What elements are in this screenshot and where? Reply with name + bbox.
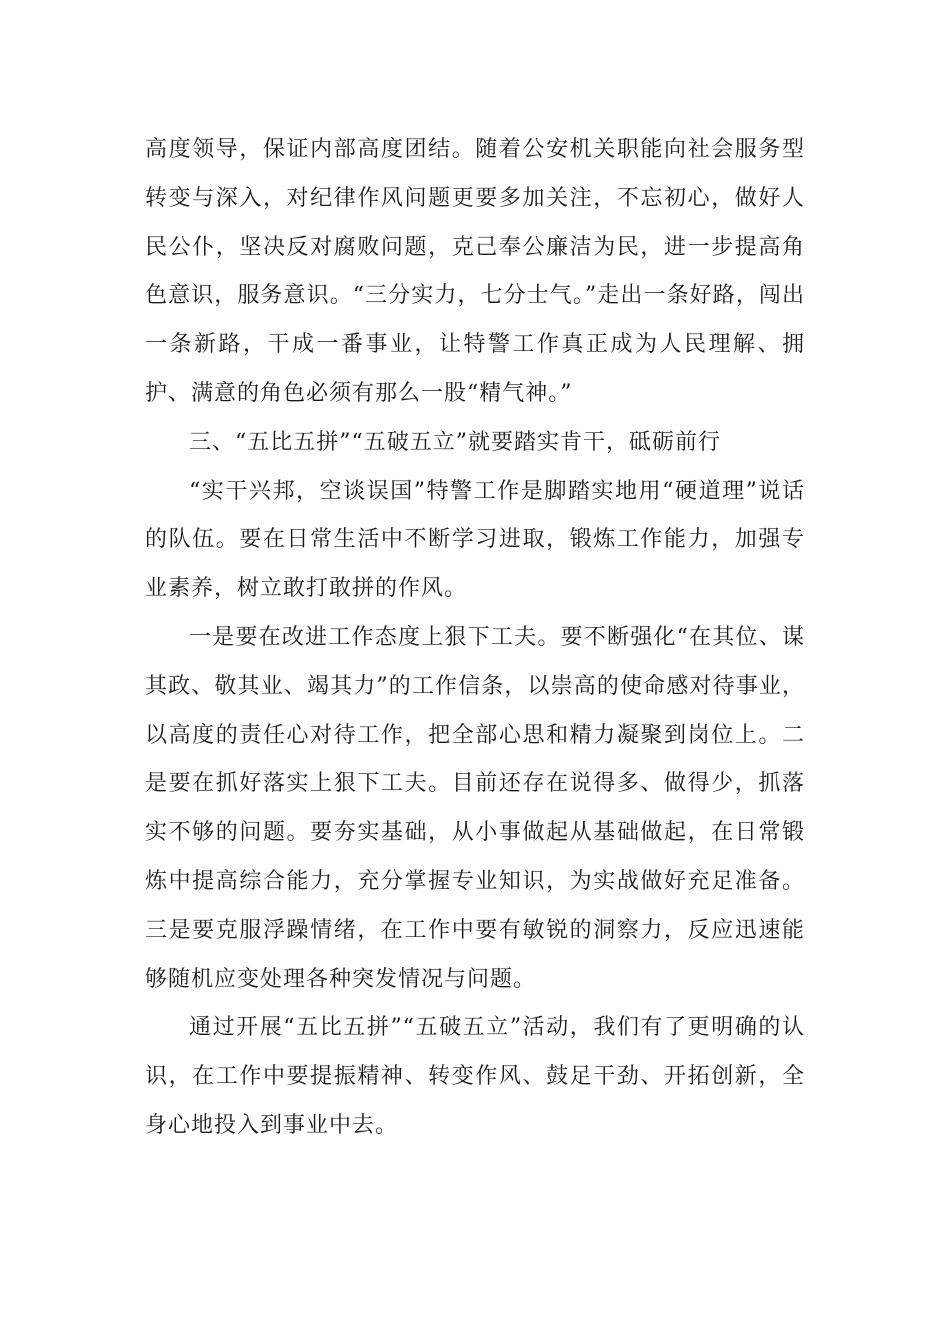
paragraph-intro: “实干兴邦，空谈误国”特警工作是脚踏实地用“硬道理”说话的队伍。要在日常生活中不断学习进取，锻炼工作能力，加强专业素养，树立敢打敢拼的作风。 (145, 478, 805, 602)
paragraph-conclusion: 通过开展“五比五拼”“五破五立”活动，我们有了更明确的认识，在工作中要提振精神、转变作风、鼓足干劲、开拓创新，全身心地投入到事业中去。 (145, 1015, 805, 1138)
paragraph-continuation: 高度领导，保证内部高度团结。随着公安机关职能向社会服务型转变与深入，对纪律作风问题更要多加关注，不忘初心，做好人民公仆，坚决反对腐败问题，克己奉公廉洁为民，进一步提高角色意识，服务意识。“三分实力，七分士气。”走出一条好路，闯出一条新路，干成一番事业，让特警工作真正成为人民理解、拥护、满意的角色必须有那么一股“精气神。” (145, 137, 805, 406)
document-body (145, 126, 805, 1151)
paragraph-points: 一是要在改进工作态度上狠下工夫。要不断强化“在其位、谋其政、敬其业、竭其力”的工作信条，以崇高的使命感对待事业，以高度的责任心对待工作，把全部心思和精力凝聚到岗位上。二是要在抓好落实上狠下工夫。目前还存在说得多、做得少，抓落实不够的问题。要夯实基础，从小事做起从基础做起，在日常锻炼中提高综合能力，充分掌握专业知识，为实战做好充足准备。三是要克服浮躁情绪，在工作中要有敏锐的洞察力，反应迅速能够随机应变处理各种突发情况与问题。 (145, 624, 805, 992)
section-heading-three: 三、“五比五拼”“五破五立”就要踏实肯干，砥砺前行 (189, 429, 721, 455)
